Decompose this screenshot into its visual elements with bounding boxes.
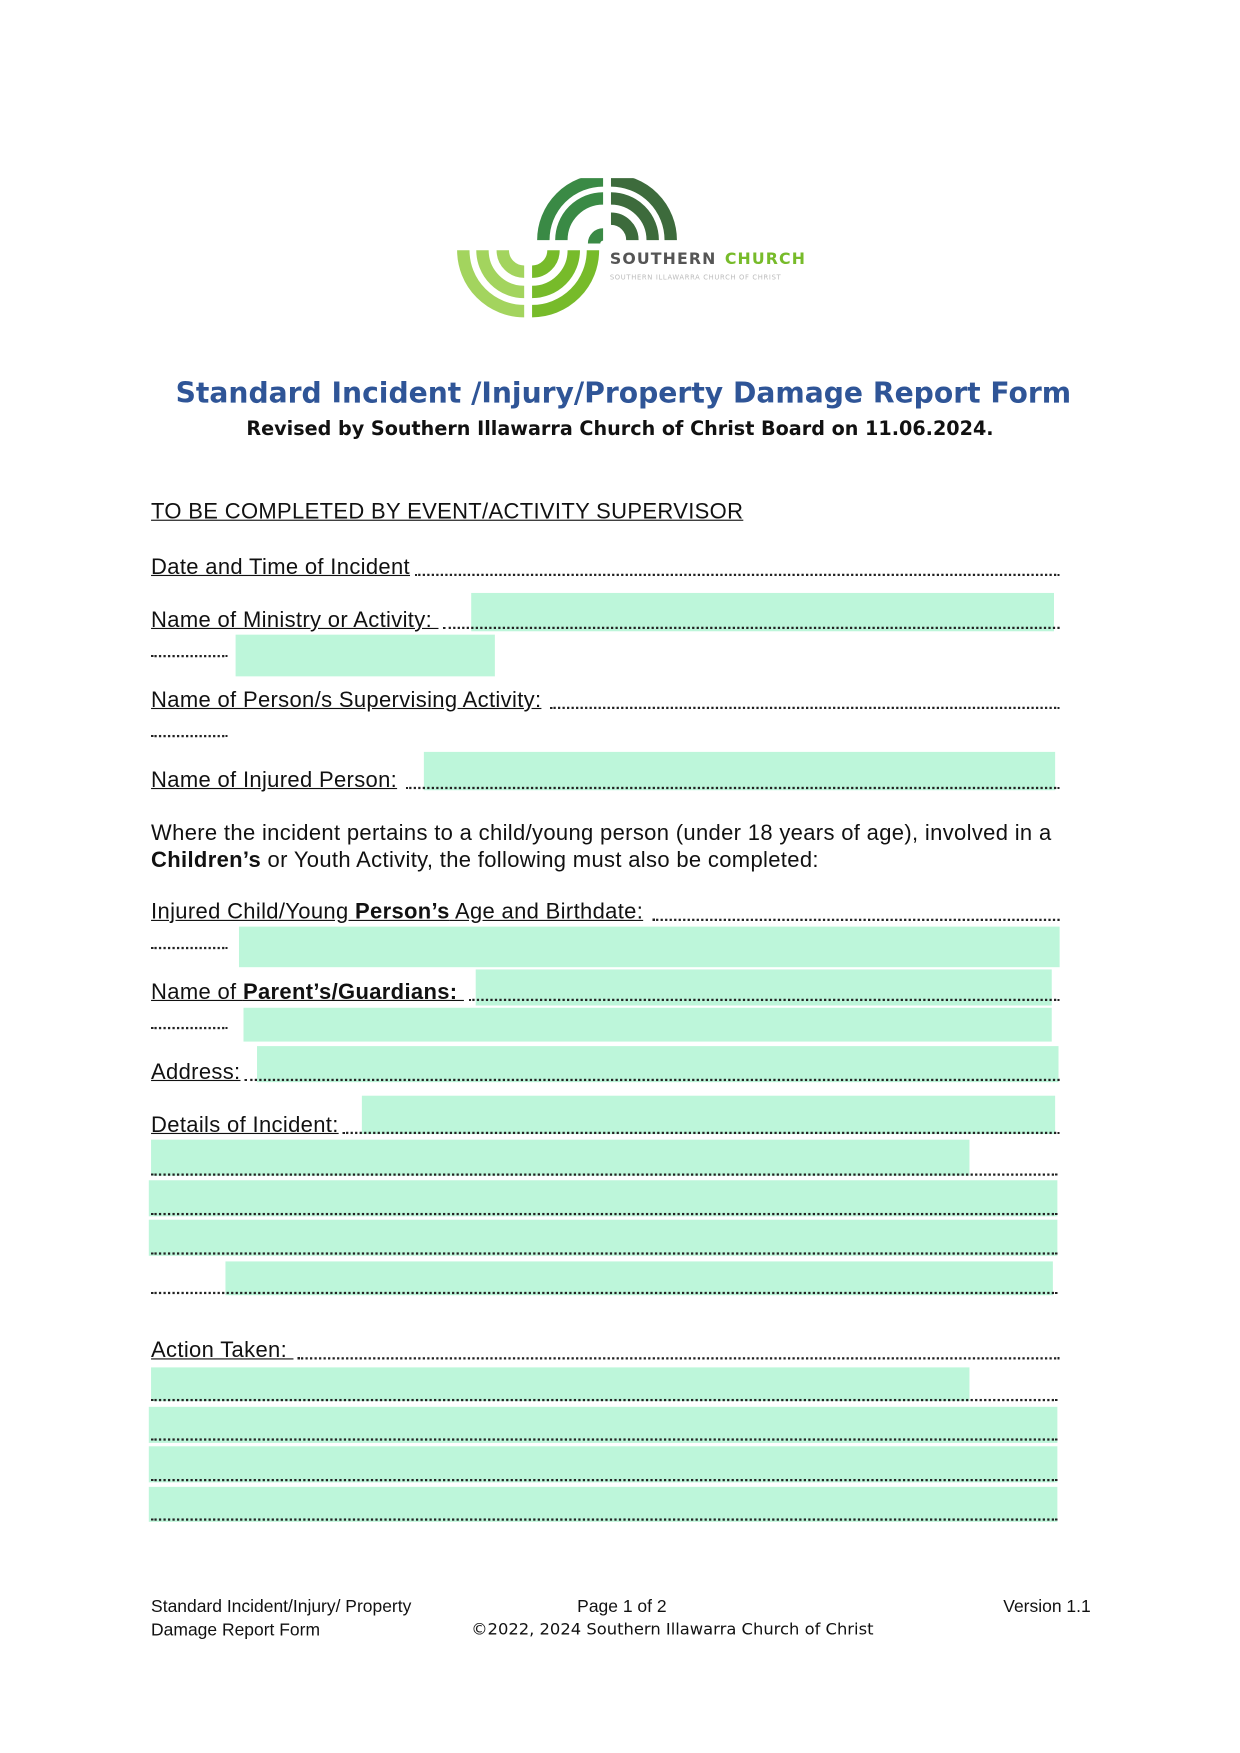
injured-label: Name of Injured Person: [151,767,398,793]
age-dots [652,919,1059,921]
details-dots [343,1132,1059,1134]
action-field-4[interactable] [149,1487,1058,1522]
dotted-continuation [151,1027,228,1029]
date-time-row [151,551,1060,580]
action-line [151,1399,1057,1401]
details-line [151,1252,1057,1254]
ministry-field-continued[interactable] [236,635,495,677]
dotted-continuation [151,735,228,737]
form-title: Standard Incident /Injury/Property Damage Report Form [175,376,1072,410]
age-label-1: Injured Child/Young [151,899,356,925]
logo-name-dark: SOUTHERN [609,248,717,268]
address-dots [245,1079,1060,1081]
action-field-3[interactable] [149,1446,1058,1482]
parent-label [151,980,464,1006]
parent-row [151,976,1060,1005]
supervisor-label: Name of Person/s Supervising Activity: [151,687,542,713]
age-row [151,896,1060,925]
age-label-2: Age and Birthdate: [449,899,644,925]
age-birthdate-field[interactable] [239,927,1060,968]
date-time-label: Date and Time of Incident [151,554,411,580]
details-field-3[interactable] [149,1180,1058,1216]
age-label-bold: Person’s [355,899,450,925]
section-heading-text: TO BE COMPLETED BY EVENT/ACTIVITY SUPERVISOR [151,499,744,525]
footer-version: Version 1.1 [1003,1597,1091,1617]
action-field-1[interactable] [151,1367,969,1401]
child-note-text-2: or Youth Activity, the following must also be completed: [261,847,819,873]
logo-tagline: SOUTHERN ILLAWARRA CHURCH OF CHRIST [609,273,782,282]
logo-name-accent: CHURCH [724,248,807,268]
footer-doc-name-1: Standard Incident/Injury/ Property [151,1597,412,1617]
action-line [151,1479,1057,1481]
details-label: Details of Incident: [151,1112,339,1138]
church-logo-icon [457,178,818,319]
address-row [151,1056,1060,1085]
ministry-label: Name of Ministry or Activity: [151,607,439,633]
footer-page-number: Page 1 of 2 [577,1597,667,1617]
child-note-text: Where the incident pertains to a child/young person (under 18 years of age), involved in a [151,820,1052,846]
parent-label-bold: Parent’s/Guardians: [242,979,464,1005]
parent-label-1: Name of [151,979,243,1005]
action-label: Action Taken: [151,1338,294,1363]
logo [457,178,818,319]
date-time-field[interactable] [415,574,1060,576]
action-line [151,1518,1057,1520]
form-subtitle: Revised by Southern Illawarra Church of Christ Board on 11.06.2024. [246,418,994,441]
details-line [151,1173,1057,1175]
ministry-dots [443,627,1060,629]
details-field-4[interactable] [149,1220,1058,1256]
section-heading [151,496,1060,525]
action-dots [298,1357,1060,1359]
age-label [151,900,643,926]
details-field-5[interactable] [225,1261,1052,1295]
details-line [151,1213,1057,1215]
dotted-continuation [151,655,228,657]
details-row [151,1109,1060,1138]
action-row [151,1335,1060,1364]
injured-dots [406,787,1060,789]
parent-field-continued[interactable] [243,1008,1051,1042]
footer-doc-name [151,1595,411,1642]
dotted-continuation [151,947,228,949]
footer-copyright: ©2022, 2024 Southern Illawarra Church of Christ [471,1621,874,1640]
supervisor-row [151,684,1060,713]
footer-center [471,1595,890,1642]
ministry-row [151,604,1060,633]
details-field-2[interactable] [151,1140,969,1176]
address-label: Address: [151,1059,241,1085]
child-note [151,820,1120,874]
action-line [151,1438,1057,1440]
details-line [151,1292,1057,1294]
parent-dots [468,999,1059,1001]
injured-row [151,764,1060,793]
child-note-bold: Children’s [151,847,262,873]
supervisor-field[interactable] [550,707,1059,709]
footer-doc-name-2: Damage Report Form [151,1621,321,1641]
